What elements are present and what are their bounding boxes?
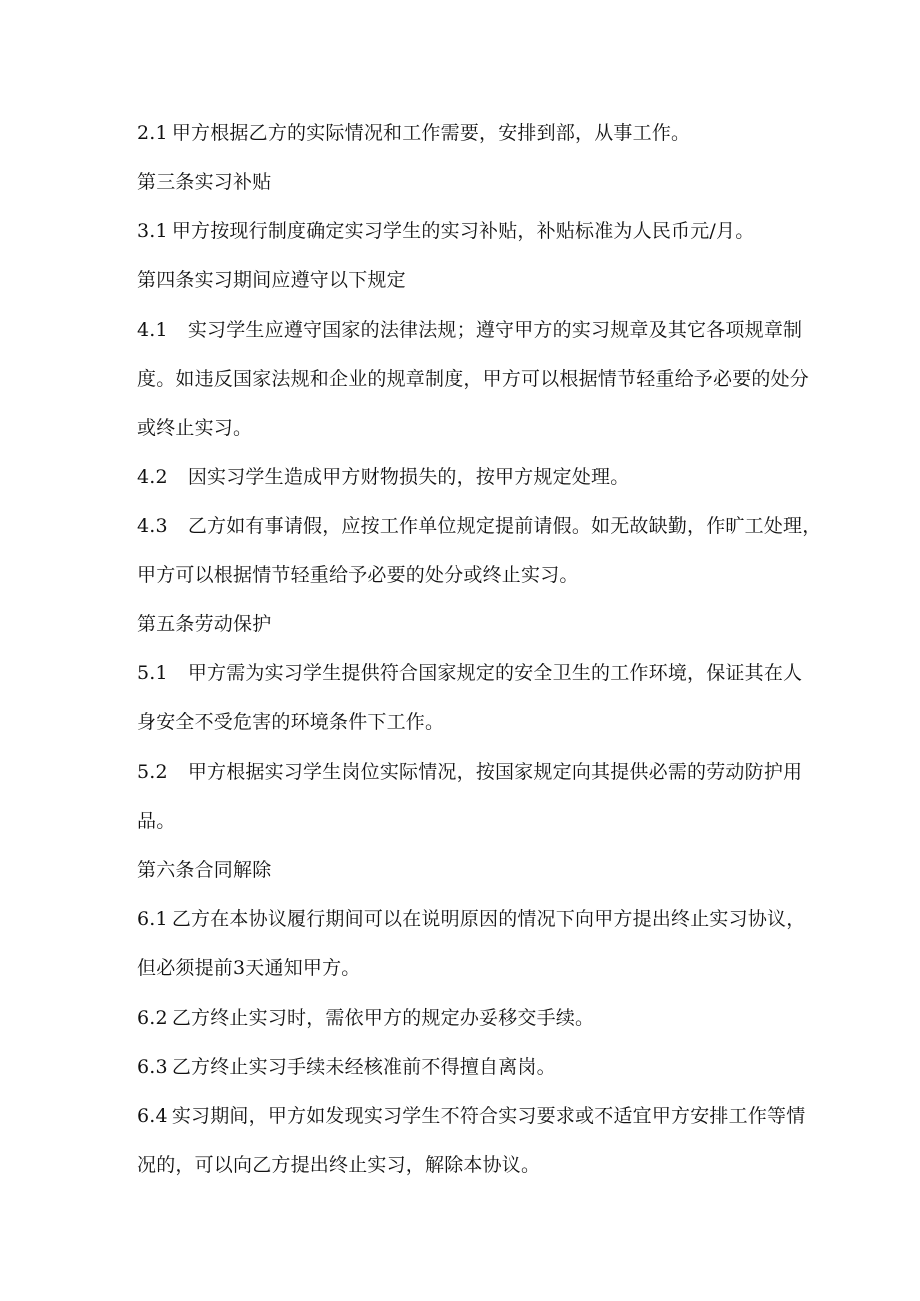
clause-text: 甲方按现行制度确定实习学生的实习补贴，补贴标准为人民币元/月。	[171, 220, 755, 242]
clause-number: 2.1	[137, 122, 168, 144]
clause-number: 5.2	[137, 761, 168, 783]
clause-number: 6.3	[137, 1056, 168, 1078]
clause-5-1	[137, 661, 807, 685]
clause-number: 5.1	[137, 662, 168, 684]
clause-5-2-cont	[137, 809, 807, 833]
section-heading-text: 第四条实习期间应遵守以下规定	[137, 269, 406, 291]
clause-6-2	[137, 1006, 807, 1030]
section-heading-3	[137, 170, 807, 194]
clause-text: 或终止实习。	[137, 417, 253, 439]
clause-4-1	[137, 318, 807, 342]
clause-4-2	[137, 465, 807, 489]
clause-2-1	[137, 121, 807, 145]
clause-text: 甲方需为实习学生提供符合国家规定的安全卫生的工作环境，保证其在人	[187, 662, 803, 684]
clause-number: 6.4	[137, 1105, 168, 1127]
clause-number: 6.2	[137, 1007, 168, 1029]
clause-number: 4.1	[137, 319, 168, 341]
clause-text: 但必须提前3天通知甲方。	[137, 957, 361, 979]
clause-6-4	[137, 1104, 807, 1128]
clause-text: 因实习学生造成甲方财物损失的，按甲方规定处理。	[187, 466, 630, 488]
clause-5-1-cont	[137, 710, 807, 734]
section-heading-4	[137, 268, 807, 292]
clause-number: 4.2	[137, 466, 168, 488]
clause-text: 身安全不受危害的环境条件下工作。	[137, 711, 445, 733]
section-heading-5	[137, 612, 807, 636]
clause-text: 乙方在本协议履行期间可以在说明原因的情况下向甲方提出终止实习协议，	[171, 908, 806, 930]
clause-text: 乙方如有事请假，应按工作单位规定提前请假。如无故缺勤，作旷工处理，	[187, 515, 822, 537]
clause-number: 4.3	[137, 515, 168, 537]
section-heading-6	[137, 858, 807, 882]
clause-text: 甲方可以根据情节轻重给予必要的处分或终止实习。	[137, 564, 579, 586]
clause-text: 况的，可以向乙方提出终止实习，解除本协议。	[137, 1154, 541, 1176]
section-heading-text: 第六条合同解除	[137, 859, 272, 881]
clause-text: 甲方根据实习学生岗位实际情况，按国家规定向其提供必需的劳动防护用	[187, 761, 803, 783]
clause-text: 实习期间，甲方如发现实习学生不符合实习要求或不适宜甲方安排工作等情	[171, 1105, 806, 1127]
clause-4-3	[137, 514, 822, 538]
clause-text: 度。如违反国家法规和企业的规章制度，甲方可以根据情节轻重给予必要的处分	[137, 368, 810, 390]
clause-text: 乙方终止实习时，需依甲方的规定办妥移交手续。	[171, 1007, 595, 1029]
clause-6-1-cont	[137, 956, 807, 980]
clause-number: 3.1	[137, 220, 168, 242]
section-heading-text: 第五条劳动保护	[137, 613, 272, 635]
clause-text: 乙方终止实习手续未经核准前不得擅自离岗。	[171, 1056, 556, 1078]
clause-3-1	[137, 219, 807, 243]
clause-text: 实习学生应遵守国家的法律法规；遵守甲方的实习规章及其它各项规章制	[187, 319, 803, 341]
clause-4-1-cont-1	[137, 367, 810, 391]
clause-text: 品。	[137, 810, 176, 832]
section-heading-text: 第三条实习补贴	[137, 171, 272, 193]
clause-6-4-cont	[137, 1153, 807, 1177]
clause-6-1	[137, 907, 807, 931]
clause-4-3-cont	[137, 563, 807, 587]
clause-4-1-cont-2	[137, 416, 807, 440]
clause-number: 6.1	[137, 908, 168, 930]
clause-text: 甲方根据乙方的实际情况和工作需要，安排到部，从事工作。	[171, 122, 691, 144]
clause-6-3	[137, 1055, 807, 1079]
clause-5-2	[137, 760, 807, 784]
